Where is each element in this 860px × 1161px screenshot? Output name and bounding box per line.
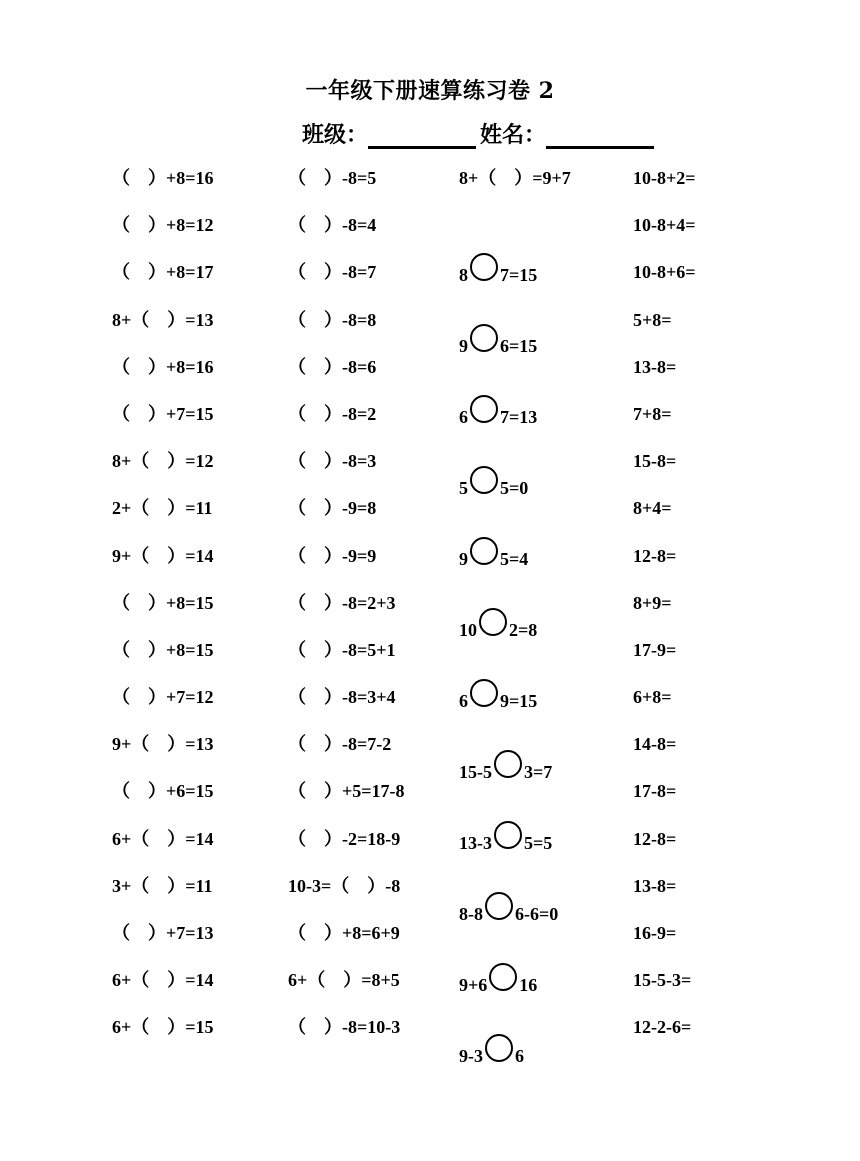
column-3: [459, 164, 571, 1070]
compare-right: 7=15: [500, 265, 538, 285]
answer-circle[interactable]: [470, 679, 498, 707]
equation-item: （ ）+8=15: [112, 639, 214, 660]
compare-right: 7=13: [500, 407, 538, 427]
equation-item: （ ）+6=15: [112, 781, 214, 802]
compare-item: [459, 928, 571, 999]
equation-item: 12-8=: [633, 828, 677, 849]
answer-circle[interactable]: [470, 395, 498, 423]
equation-item: 13-8=: [633, 356, 677, 377]
equation-item: 3+（ ）=11: [112, 875, 213, 896]
name-label: 姓名：: [480, 122, 547, 148]
answer-circle[interactable]: [470, 466, 498, 494]
compare-item: [459, 999, 571, 1070]
equation-item: （ ）-8=3: [288, 451, 377, 472]
equation-item: （ ）-9=9: [288, 545, 377, 566]
equation-item: 7+8=: [633, 403, 672, 424]
equation-item: （ ）+8=16: [112, 356, 214, 377]
equation-item: 17-9=: [633, 639, 677, 660]
equation-item: 2+（ ）=11: [112, 498, 213, 519]
equation-item: 13-8=: [633, 875, 677, 896]
compare-item: [459, 218, 571, 289]
compare-right: 3=7: [524, 762, 553, 782]
compare-item: [459, 502, 571, 573]
equation-item: （ ）+8=15: [112, 592, 214, 613]
compare-left: 9+6: [459, 975, 488, 995]
equation-item: 8+4=: [633, 498, 672, 519]
equation-item: 10-8+6=: [633, 262, 696, 283]
class-blank[interactable]: [368, 122, 476, 149]
equation-item: 9+（ ）=13: [112, 734, 214, 755]
equation-item: （ ）-8=6: [288, 356, 377, 377]
equation-item: （ ）-8=3+4: [288, 687, 396, 708]
equation-item: 6+（ ）=8+5: [288, 970, 400, 991]
equation-item: 6+8=: [633, 687, 672, 708]
compare-item: [459, 644, 571, 715]
compare-left: 13-3: [459, 833, 492, 853]
compare-left: 8: [459, 265, 468, 285]
compare-right: 2=8: [509, 620, 538, 640]
class-label: 班级：: [302, 122, 369, 148]
equation-item: 15-8=: [633, 451, 677, 472]
compare-item: [459, 289, 571, 360]
compare-right: 6=15: [500, 336, 538, 356]
equation-item: 8+（ ）=12: [112, 451, 214, 472]
equation-item: （ ）+7=13: [112, 923, 214, 943]
compare-item: [459, 431, 571, 502]
answer-circle[interactable]: [494, 821, 522, 849]
answer-circle[interactable]: [489, 963, 517, 991]
compare-right: 5=0: [500, 478, 529, 498]
column-2: [288, 164, 405, 1061]
answer-circle[interactable]: [470, 537, 498, 565]
compare-left: 5: [459, 478, 468, 498]
equation-item: （ ）-8=4: [288, 215, 377, 236]
column-1: [112, 164, 214, 1061]
equation-item: 17-8=: [633, 781, 677, 802]
answer-circle[interactable]: [470, 324, 498, 352]
equation-item: 9+（ ）=14: [112, 545, 214, 566]
answer-circle[interactable]: [470, 253, 498, 281]
equation-item: 8+9=: [633, 592, 672, 613]
compare-right: 9=15: [500, 691, 538, 711]
equation-item: （ ）-8=7: [288, 262, 377, 283]
answer-circle[interactable]: [485, 1034, 513, 1062]
page-title: 一年级下册速算练习卷 2: [305, 78, 555, 104]
equation-item: （ ）-8=8: [288, 309, 377, 330]
equation-item: 14-8=: [633, 734, 677, 755]
equation-item: （ ）+8=17: [112, 262, 214, 283]
compare-left: 6: [459, 407, 468, 427]
answer-circle[interactable]: [494, 750, 522, 778]
equation-item: （ ）+8=6+9: [288, 923, 400, 943]
compare-item: [459, 360, 571, 431]
compare-left: 9: [459, 336, 468, 356]
compare-left: 10: [459, 620, 477, 640]
equation-item: （ ）-8=7-2: [288, 734, 392, 755]
equation-item: 6+（ ）=14: [112, 970, 214, 991]
equation-item: （ ）-8=5: [288, 168, 377, 188]
equation-item: （ ）-8=10-3: [288, 1017, 401, 1038]
equation-item: （ ）-8=2: [288, 403, 377, 424]
compare-left: 15-5: [459, 762, 492, 782]
answer-circle[interactable]: [479, 608, 507, 636]
compare-item: [459, 573, 571, 644]
compare-right: 16: [519, 975, 538, 995]
compare-left: 6: [459, 691, 468, 711]
equation-item: 10-8+2=: [633, 168, 696, 188]
student-info: [302, 118, 658, 149]
name-blank[interactable]: [546, 122, 654, 149]
answer-circle[interactable]: [485, 892, 513, 920]
column-4: [633, 164, 696, 1061]
compare-right: 6: [515, 1046, 524, 1066]
compare-item: [459, 715, 571, 786]
equation-item: （ ）+8=16: [112, 168, 214, 188]
equation-item: （ ）+7=12: [112, 687, 214, 708]
equation-item: （ ）+5=17-8: [288, 781, 405, 802]
equation-item: 6+（ ）=14: [112, 828, 214, 849]
compare-left: 9: [459, 549, 468, 569]
equation-item: 8+（ ）=9+7: [459, 168, 571, 188]
equation-item: （ ）-9=8: [288, 498, 377, 519]
equation-item: （ ）-8=2+3: [288, 592, 396, 613]
compare-item: [459, 786, 571, 857]
equation-item: 6+（ ）=15: [112, 1017, 214, 1038]
equation-item: 10-3=（ ）-8: [288, 875, 401, 896]
equation-item: （ ）-8=5+1: [288, 639, 396, 660]
equation-item: （ ）-2=18-9: [288, 828, 401, 849]
compare-left: 9-3: [459, 1046, 483, 1066]
equation-item: （ ）+8=12: [112, 215, 214, 236]
compare-right: 5=5: [524, 833, 553, 853]
equation-item: 12-8=: [633, 545, 677, 566]
compare-left: 8-8: [459, 904, 483, 924]
equation-item: 15-5-3=: [633, 970, 692, 991]
equation-item: 16-9=: [633, 923, 677, 943]
compare-right: 5=4: [500, 549, 529, 569]
compare-item: [459, 857, 571, 928]
equation-item: 8+（ ）=13: [112, 309, 214, 330]
equation-item: 10-8+4=: [633, 215, 696, 236]
equation-item: （ ）+7=15: [112, 403, 214, 424]
compare-right: 6-6=0: [515, 904, 559, 924]
equation-item: 12-2-6=: [633, 1017, 692, 1038]
equation-item: 5+8=: [633, 309, 672, 330]
